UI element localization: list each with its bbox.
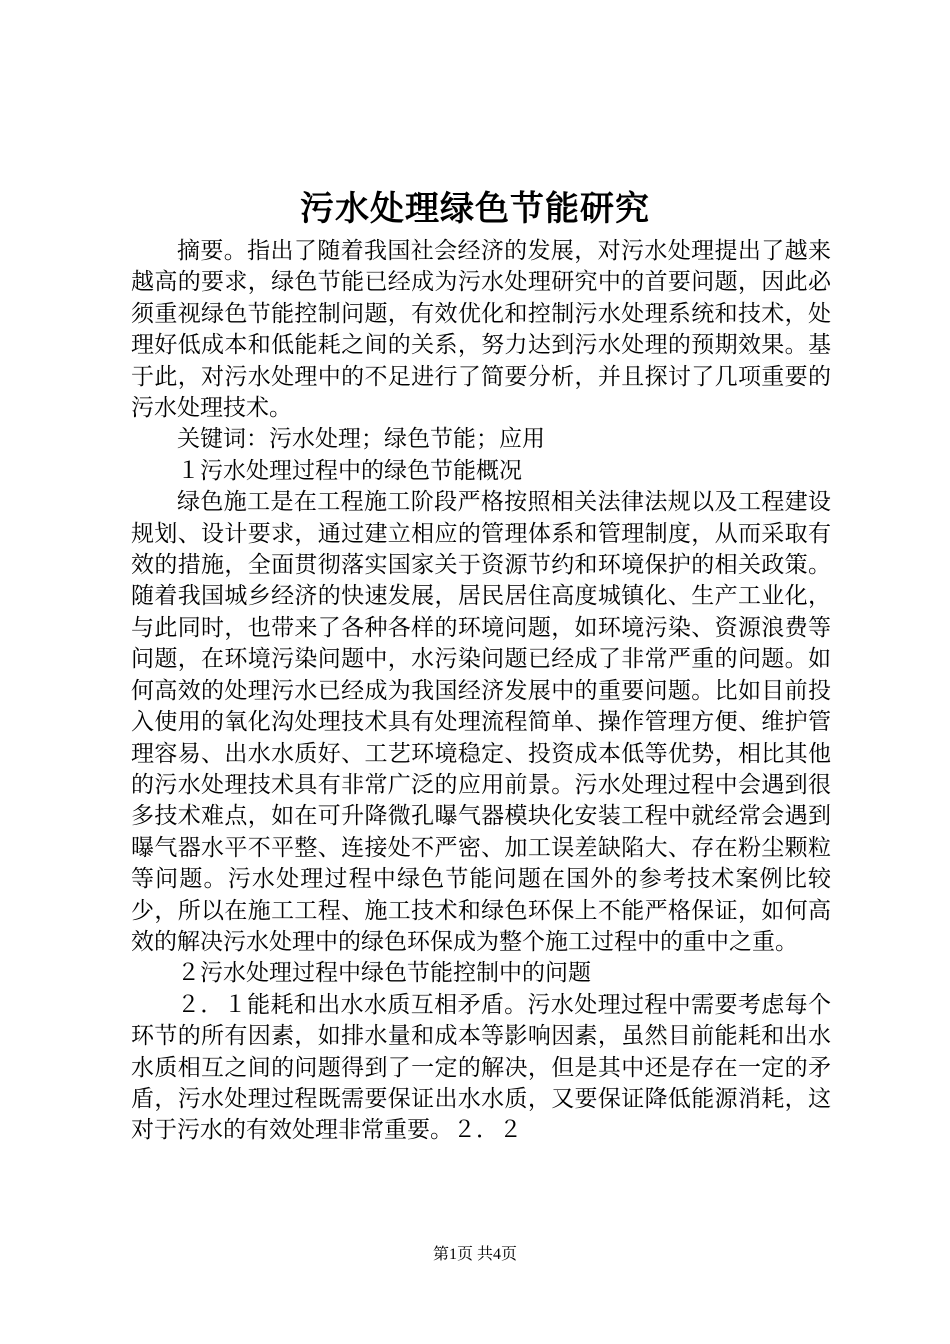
body-paragraph: ２．１能耗和出水水质互相矛盾。污水处理过程中需要考虑每个环节的所有因素，如排水量和成本等影响因素，虽然目前能耗和出水水质相互之间的问题得到了一定的解决，但是其中还是存在一定的矛盾，污水处理过程既需要保证出水水质，又要保证降低能源消耗，这对于污水的有效处理非常重要。２．２ bbox=[131, 991, 831, 1144]
page-title: 污水处理绿色节能研究 bbox=[300, 189, 650, 229]
keywords-paragraph: 关键词：污水处理；绿色节能；应用 bbox=[177, 426, 545, 453]
abstract-paragraph: 摘要。指出了随着我国社会经济的发展，对污水处理提出了越来越高的要求，绿色节能已经成为污水处理研究中的首要问题，因此必须重视绿色节能控制问题，有效优化和控制污水处理系统和技术，处理好低成本和低能耗之间的关系，努力达到污水处理的预期效果。基于此，对污水处理中的不足进行了简要分析，并且探讨了几项重要的污水处理技术。 bbox=[131, 238, 831, 422]
section-heading: ２污水处理过程中绿色节能控制中的问题 bbox=[177, 960, 591, 987]
page-footer: 第1页 共4页 bbox=[432, 1246, 517, 1263]
body-paragraph: 绿色施工是在工程施工阶段严格按照相关法律法规以及工程建设规划、设计要求，通过建立相应的管理体系和管理制度，从而采取有效的措施，全面贯彻落实国家关于资源节约和环境保护的相关政策。随着我国城乡经济的快速发展，居民居住高度城镇化、生产工业化，与此同时，也带来了各种各样的环境问题，如环境污染、资源浪费等问题，在环境污染问题中，水污染问题已经成了非常严重的问题。如何高效的处理污水已经成为我国经济发展中的重要问题。比如目前投入使用的氧化沟处理技术具有处理流程简单、操作管理方便、维护管理容易、出水水质好、工艺环境稳定、投资成本低等优势，相比其他的污水处理技术具有非常广泛的应用前景。污水处理过程中会遇到很多技术难点，如在可升降微孔曝气器模块化安装工程中就经常会遇到曝气器水平不平整、连接处不严密、加工误差缺陷大、存在粉尘颗粒等问题。污水处理过程中绿色节能问题在国外的参考技术案例比较少，所以在施工工程、施工技术和绿色环保上不能严格保证，如何高效的解决污水处理中的绿色环保成为整个施工过程中的重中之重。 bbox=[131, 489, 831, 955]
section-heading: １污水处理过程中的绿色节能概况 bbox=[177, 457, 522, 484]
document-body bbox=[131, 236, 831, 1147]
